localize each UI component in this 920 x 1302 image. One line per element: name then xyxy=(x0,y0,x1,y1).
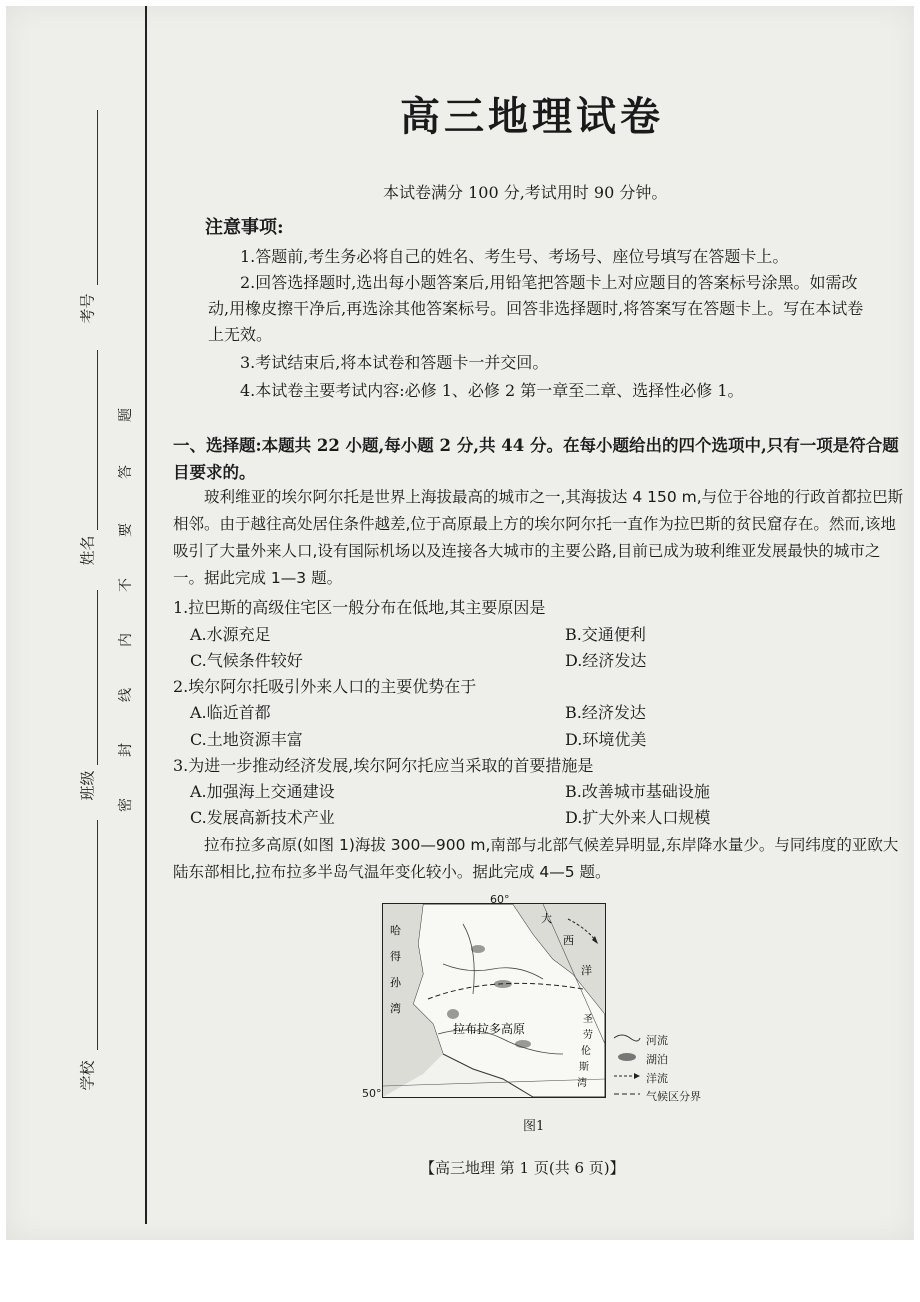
legend-current-arrow xyxy=(634,1073,640,1079)
seal-char: 答 xyxy=(118,465,134,479)
name-rule xyxy=(97,350,98,530)
option: D.经济发达 xyxy=(565,651,647,670)
bay-label-char: 哈 xyxy=(390,924,401,937)
exam-no-label: 考号 xyxy=(78,293,97,324)
notice-item: 1.答题前,考生务必将自己的姓名、考生号、考场号、座位号填写在答题卡上。 xyxy=(240,247,789,266)
figure-caption: 图1 xyxy=(523,1119,545,1134)
legend-river-symbol xyxy=(614,1035,640,1041)
option: B.经济发达 xyxy=(565,703,646,722)
passage: 玻利维亚的埃尔阿尔托是世界上海拔最高的城市之一,其海拔达 4 150 m,与位于谷地的行政首都拉巴斯相邻。由于越往高处居住条件越差,位于高原最上方的埃尔阿尔托一直作为拉巴斯的贫民窟存在。然而,该地吸引了大量外来人口,设有国际机场以及连接各大城市的主要公路,目前已成为玻利维亚发展最快的城市之一。据此完成 1—3 题。 xyxy=(173,488,904,587)
seal-char: 封 xyxy=(118,743,134,757)
bay-label-char: 孙 xyxy=(390,976,401,989)
legend-lake-symbol xyxy=(618,1053,636,1061)
question-stem: 1.拉巴斯的高级住宅区一般分布在低地,其主要原因是 xyxy=(173,598,546,617)
option: B.交通便利 xyxy=(565,625,646,644)
gulf-label-char: 伦 xyxy=(581,1046,591,1057)
gulf-label-char: 湾 xyxy=(577,1078,587,1089)
option: D.扩大外来人口规模 xyxy=(565,808,711,827)
legend-river: 河流 xyxy=(646,1034,668,1047)
option: D.环境优美 xyxy=(565,730,647,749)
passage: 拉布拉多高原(如图 1)海拔 300—900 m,南部与北部气候差异明显,东岸降水量少。与同纬度的亚欧大陆东部相比,拉布拉多半岛气温年变化较小。据此完成 4—5 题。 xyxy=(173,836,899,881)
section-heading: 一、选择题:本题共 22 小题,每小题 2 分,共 44 分。在每小题给出的四个选项中,只有一项是符合题目要求的。 xyxy=(173,436,899,482)
notice-item: 2.回答选择题时,选出每小题答案后,用铅笔把答题卡上对应题目的答案标号涂黑。如需改动,用橡皮擦干净后,再选涂其他答案标号。回答非选择题时,将答案写在答题卡上。写在本试卷上无效。 xyxy=(208,273,864,344)
ocean-label-char: 大 xyxy=(541,912,552,925)
lake xyxy=(447,1009,459,1019)
option: C.发展高新技术产业 xyxy=(190,808,335,827)
page-title: 高三地理试卷 xyxy=(400,93,664,140)
map-svg xyxy=(383,904,605,1097)
plateau-label: 拉布拉多高原 xyxy=(453,1022,526,1036)
seal-char: 线 xyxy=(118,688,134,702)
name-label: 姓名 xyxy=(78,535,97,566)
school-rule xyxy=(97,820,98,1050)
seal-char: 题 xyxy=(118,408,134,422)
legend-lake: 湖泊 xyxy=(646,1053,668,1066)
class-label: 班级 xyxy=(78,770,97,801)
option: C.气候条件较好 xyxy=(190,651,303,670)
exam-no-rule xyxy=(97,110,98,285)
legend-current: 洋流 xyxy=(646,1072,668,1085)
page-footer: 【高三地理 第 1 页(共 6 页)】 xyxy=(420,1159,625,1177)
notice-heading: 注意事项: xyxy=(205,217,284,238)
notice-item: 3.考试结束后,将本试卷和答题卡一并交回。 xyxy=(240,353,549,372)
gulf-label-char: 圣 xyxy=(583,1014,593,1025)
seal-char: 要 xyxy=(118,523,134,537)
notice-item: 4.本试卷主要考试内容:必修 1、必修 2 第一章至二章、选择性必修 1。 xyxy=(240,381,744,400)
exam-info: 本试卷满分 100 分,考试用时 90 分钟。 xyxy=(383,183,668,202)
legend-climate-boundary: 气候区分界 xyxy=(646,1090,701,1103)
class-rule xyxy=(97,590,98,765)
lat-top-label: 60° xyxy=(490,893,510,906)
option: C.土地资源丰富 xyxy=(190,730,303,749)
bay-label-char: 得 xyxy=(390,950,401,963)
legend-symbols xyxy=(612,1030,642,1100)
labrador-map xyxy=(382,903,606,1098)
ocean-label-char: 西 xyxy=(563,934,574,947)
lat-bottom-label: 50° xyxy=(362,1087,382,1100)
lake xyxy=(471,945,485,953)
gulf-label-char: 斯 xyxy=(579,1062,589,1073)
seal-char: 不 xyxy=(118,578,134,592)
bay-label-char: 湾 xyxy=(390,1002,401,1015)
gulf-label-char: 劳 xyxy=(583,1030,593,1041)
seal-char: 内 xyxy=(118,633,134,647)
option: A.加强海上交通建设 xyxy=(190,782,335,801)
school-label: 学校 xyxy=(78,1060,97,1091)
question-stem: 2.埃尔阿尔托吸引外来人口的主要优势在于 xyxy=(173,677,477,696)
ocean-label-char: 洋 xyxy=(581,964,592,977)
binding-line xyxy=(145,6,147,1224)
seal-char: 密 xyxy=(118,798,134,812)
lake xyxy=(515,1040,531,1048)
option: B.改善城市基础设施 xyxy=(565,782,710,801)
option: A.水源充足 xyxy=(190,625,271,644)
option: A.临近首都 xyxy=(190,703,271,722)
question-stem: 3.为进一步推动经济发展,埃尔阿尔托应当采取的首要措施是 xyxy=(173,756,594,775)
